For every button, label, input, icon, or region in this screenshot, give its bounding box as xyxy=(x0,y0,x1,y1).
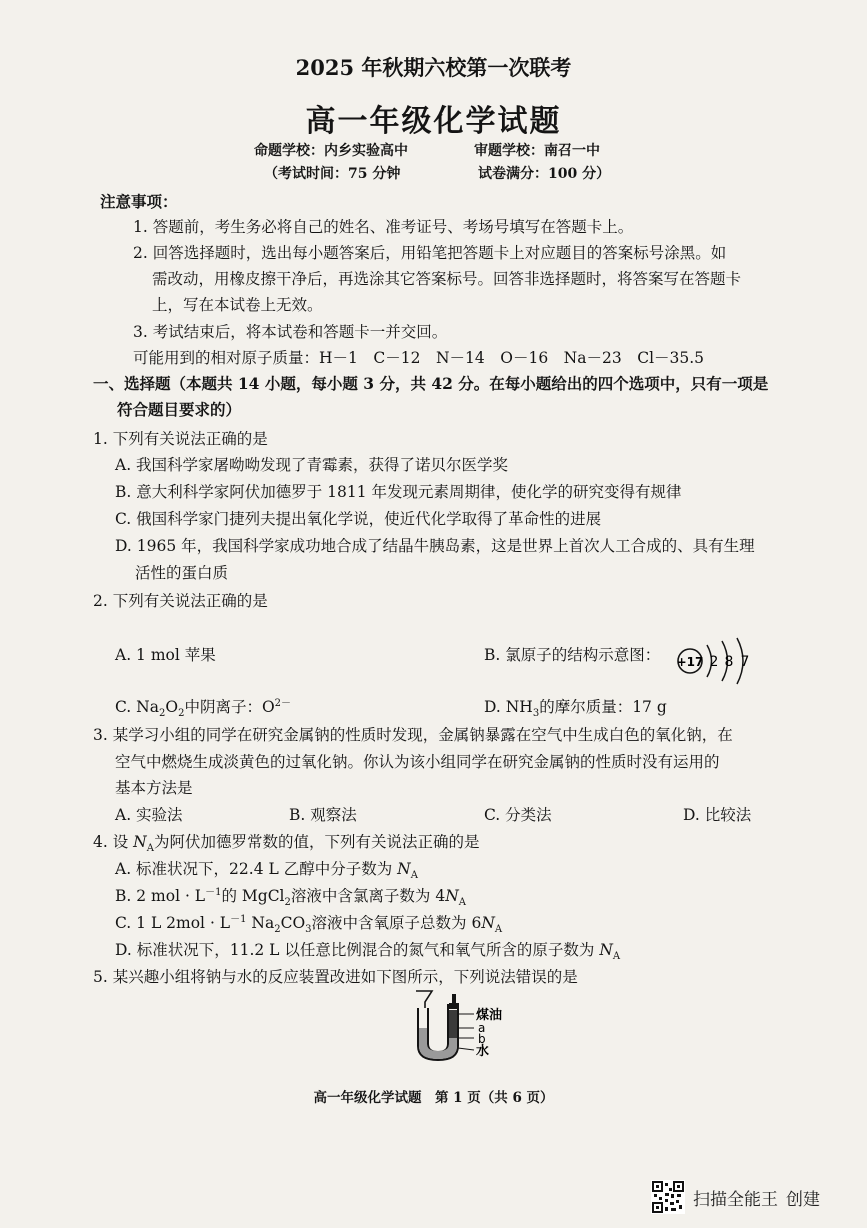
page-title: 高一年级化学试题 xyxy=(305,104,562,139)
q3-stem: 3. 某学习小组的同学在研究金属钠的性质时发现，金属钠暴露在空气中生成白色的氧化钠，在 xyxy=(93,726,733,744)
notice-item-1: 1. 答题前，考生务必将自己的姓名、准考证号、考场号填写在答题卡上。 xyxy=(133,218,634,236)
chlorine-atom-diagram xyxy=(676,636,766,686)
notice-item-3: 3. 考试结束后，将本试卷和答题卡一并交回。 xyxy=(133,323,448,341)
page-footer: 高一年级化学试题 第 1 页（共 6 页） xyxy=(313,1090,554,1106)
q2-option-b: B. 氯原子的结构示意图： xyxy=(484,646,661,664)
q3-option-c: C. 分类法 xyxy=(484,806,552,824)
q3-stem-cont: 空气中燃烧生成淡黄色的过氧化钠。你认为该小组同学在研究金属钠的性质时没有运用的 xyxy=(115,753,720,771)
label-kerosene: 煤油 xyxy=(476,1008,503,1023)
q1-stem: 1. 下列有关说法正确的是 xyxy=(93,430,268,448)
reviewer-school: 审题学校：南召一中 xyxy=(474,143,600,159)
scanner-app-name: 扫描全能王 xyxy=(693,1189,778,1210)
section-heading-cont: 符合题目要求的） xyxy=(117,400,242,419)
scanner-watermark xyxy=(651,1180,820,1214)
q3-option-a: A. 实验法 xyxy=(115,806,183,824)
label-a: a xyxy=(478,1021,486,1035)
q5-stem: 5. 某兴趣小组将钠与水的反应装置改进如下图所示，下列说法错误的是 xyxy=(93,968,578,986)
q4-option-c: C. 1 L $2mol \cdot L^{-1}$ $Na_2CO_3$溶液中含氧原子总数为 $6N_A$ xyxy=(115,913,503,936)
section-heading: 一、选择题（本题共 14 小题，每小题 3 分，共 42 分。在每小题给出的四个选项中，只有一项是 xyxy=(93,374,769,393)
notice-item-2c: 上，写在本试卷上无效。 xyxy=(152,296,323,314)
q2-stem: 2. 下列有关说法正确的是 xyxy=(93,592,268,610)
atomic-masses: 可能用到的相对原子质量：H－1 C－12 N－14 O－16 Na－23 Cl－35.5 xyxy=(133,349,705,367)
q2-option-d: D. $NH_3$的摩尔质量：17 g xyxy=(484,698,667,720)
q4-option-a: A. 标准状况下，22.4 L 乙醇中分子数为 $N_A$ xyxy=(115,860,418,882)
q3-stem-cont-2: 基本方法是 xyxy=(115,779,193,797)
q3-option-d: D. 比较法 xyxy=(683,806,752,824)
q1-option-d: D. 1965 年，我国科学家成功地合成了结晶牛胰岛素，这是世界上首次人工合成的、具有生理 xyxy=(115,537,755,555)
atom-nucleus: +17 xyxy=(676,655,704,669)
label-water: 水 xyxy=(476,1044,490,1059)
q4-stem: 4. 设 $N_A$为阿伏加德罗常数的值，下列有关说法正确的是 xyxy=(93,833,480,855)
q1-option-a: A. 我国科学家屠呦呦发现了青霉素，获得了诺贝尔医学奖 xyxy=(115,456,509,474)
u-tube-apparatus xyxy=(408,988,518,1068)
notice-item-2a: 2. 回答选择题时，选出每小题答案后，用铅笔把答题卡上对应题目的答案标号涂黑。如 xyxy=(133,244,727,262)
q1-option-b: B. 意大利科学家阿伏加德罗于 1811 年发现元素周期律，使化学的研究变得有规律 xyxy=(115,483,682,501)
scanner-action: 创建 xyxy=(786,1189,820,1210)
notice-item-2b: 需改动，用橡皮擦干净后，再选涂其它答案标号。回答非选择题时，将答案写在答题卡 xyxy=(152,270,742,288)
exam-score: 试卷满分：100 分） xyxy=(478,166,611,182)
setter-school: 命题学校：内乡实验高中 xyxy=(254,143,408,159)
q4-option-d: D. 标准状况下，11.2 L 以任意比例混合的氮气和氧气所含的原子数为 $N_A$ xyxy=(115,941,621,963)
shell-3: 7 xyxy=(740,654,750,670)
shell-1: 2 xyxy=(709,654,719,670)
shell-2: 8 xyxy=(724,654,734,670)
exam-name: 2025 年秋期六校第一次联考 xyxy=(295,55,572,80)
q1-option-d-cont: 活性的蛋白质 xyxy=(135,564,229,582)
label-b: b xyxy=(478,1032,486,1046)
q3-option-b: B. 观察法 xyxy=(289,806,357,824)
q1-option-c: C. 俄国科学家门捷列夫提出氧化学说，使近代化学取得了革命性的进展 xyxy=(115,510,602,528)
q2-option-a: A. 1 mol 苹果 xyxy=(115,646,216,664)
q2-option-c: C. $Na_2O_2$中阴离子：$O^{2-}$ xyxy=(115,697,292,720)
exam-time: （考试时间：75 分钟 xyxy=(264,166,401,182)
notice-heading: 注意事项： xyxy=(100,192,178,211)
q4-option-b: B. 2 mol · $L^{-1}$的 MgCl$_2$溶液中含氯离子数为 $4N_A$ xyxy=(115,886,466,909)
qr-code-icon xyxy=(651,1180,685,1214)
